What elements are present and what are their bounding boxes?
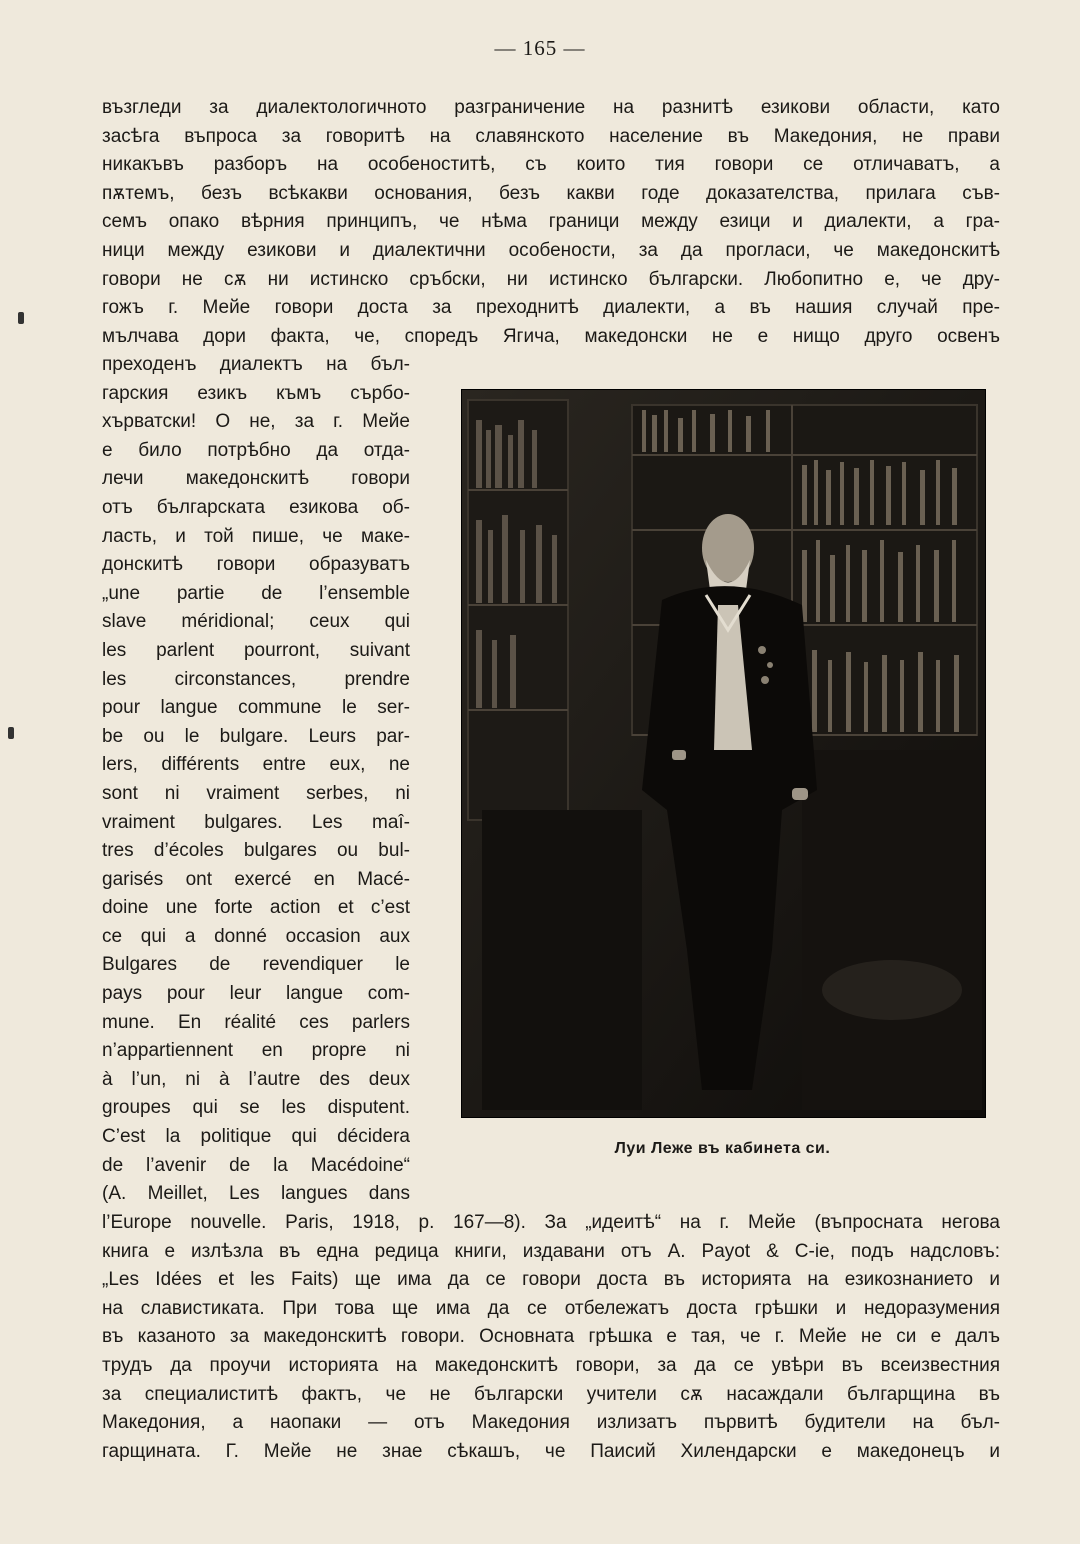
left-column-text <box>102 351 410 1209</box>
text-line: tres d’écoles bulgares ou bul- <box>102 840 410 862</box>
text-line: хърватски! О не, за г. Мейе <box>102 411 410 433</box>
text-line: be ou le bulgare. Leurs par- <box>102 725 410 747</box>
text-line: за специалиститѣ фактъ, че не български учители сѫ насаждали българщина въ <box>102 1383 1000 1405</box>
text-line: lers, différents entre eux, ne <box>102 754 410 776</box>
text-line: garisés ont exercé en Macé- <box>102 868 410 890</box>
text-line: doine une forte action et c’est <box>102 897 410 919</box>
text-line: Македония, а наопаки — отъ Македония излизатъ първитѣ будители на бъл- <box>102 1412 1000 1434</box>
text-line: pays pour leur langue com- <box>102 983 410 1005</box>
text-line: de l’avenir de la Macédoine“ <box>102 1154 410 1176</box>
text-line: преходенъ диалектъ на бъл- <box>102 354 410 375</box>
text-line: vraiment bulgares. Les maî- <box>102 811 410 833</box>
text-line: groupes qui se les disputent. <box>102 1097 410 1119</box>
text-line: въ казаното за македонскитѣ говори. Основната грѣшка е тая, че г. Мейе не си е далъ <box>102 1326 1000 1348</box>
text-line: sont ni vraiment serbes, ni <box>102 782 410 804</box>
text-line: семъ опако вѣрния принципъ, че нѣма граници между езици и диалекти, а гра- <box>102 211 1000 233</box>
text-line: ласть, и той пише, че маке- <box>102 525 410 547</box>
text-line: „Les Idées et les Faits) ще има да се говори доста въ историята на езикознанието и <box>102 1269 1000 1291</box>
text-line: трудъ да проучи историята на македонскитѣ говори, за да се увѣри въ всеизвестния <box>102 1354 1000 1376</box>
text-line: говори не сѫ ни истинско сръбски, ни истинско български. Любопитно е, че дру- <box>102 268 1000 290</box>
text-line: l’Europe nouvelle. Paris, 1918, p. 167—8). За „идеитѣ“ на г. Мейе (въпросната негова <box>102 1212 1000 1233</box>
margin-mark <box>18 312 24 324</box>
page-number: — 165 — <box>494 36 586 60</box>
text-line: les parlent pourront, suivant <box>102 639 410 661</box>
text-line: pour langue commune le ser- <box>102 697 410 719</box>
text-line: n’appartiennent en propre ni <box>102 1040 410 1062</box>
photo-caption: Луи Леже въ кабинета си. <box>614 1140 831 1157</box>
text-line: C’est la politique qui décidera <box>102 1126 410 1148</box>
bottom-paragraph <box>102 1209 1000 1466</box>
text-line: ници между езикови и диалектични особености, за да прогласи, че македонскитѣ <box>102 239 1000 261</box>
text-line: ce qui a donné occasion aux <box>102 925 410 947</box>
text-line: „une partie de l’ensemble <box>102 582 410 604</box>
text-line: гарския езикъ къмъ сърбо- <box>102 382 410 404</box>
text-line: донскитѣ говори образуватъ <box>102 554 410 576</box>
text-line: mune. En réalité ces parlers <box>102 1011 410 1033</box>
portrait-photo <box>461 389 986 1118</box>
text-line: засѣга въпроса за говоритѣ на славянското население въ Македония, не прави <box>102 125 1000 147</box>
text-line: à l’un, ni à l’autre des deux <box>102 1068 410 1090</box>
text-line: книга е излѣзла въ една редица книги, издавани отъ A. Payot & C-ie, подъ надсловъ: <box>102 1240 1000 1262</box>
text-line: на славистиката. При това ще има да се отбележатъ доста грѣшки и недоразумения <box>102 1297 1000 1319</box>
text-line: никакъвъ разборъ на особеноститѣ, съ които тия говори се отличаватъ, а <box>102 154 1000 176</box>
text-line: лечи македонскитѣ говори <box>102 468 410 490</box>
margin-mark <box>8 727 14 739</box>
text-line: отъ българската езикова об- <box>102 496 410 518</box>
text-line: е било потрѣбно да отда- <box>102 439 410 461</box>
top-paragraph <box>102 94 1000 351</box>
text-line: slave méridional; ceux qui <box>102 611 410 633</box>
text-line: Bulgares de revendiquer le <box>102 954 410 976</box>
text-line: гарщината. Г. Мейе не знае сѣкашъ, че Паисий Хилендарски е македонецъ и <box>102 1440 1000 1462</box>
text-line: мълчава дори факта, че, споредъ Ягича, македонски не е нищо друго освенъ <box>102 325 1000 347</box>
text-line: гожъ г. Мейе говори доста за преходнитѣ диалекти, а въ нашия случай пре- <box>102 297 1000 319</box>
text-line: les circonstances, prendre <box>102 668 410 690</box>
text-line: пѫтемъ, безъ всѣкакви основания, безъ какви годе доказателства, прилага съв- <box>102 182 1000 204</box>
text-line: (A. Meillet, Les langues dans <box>102 1183 410 1205</box>
text-line: възгледи за диалектологичното разграничение на разнитѣ езикови области, като <box>102 97 1000 118</box>
